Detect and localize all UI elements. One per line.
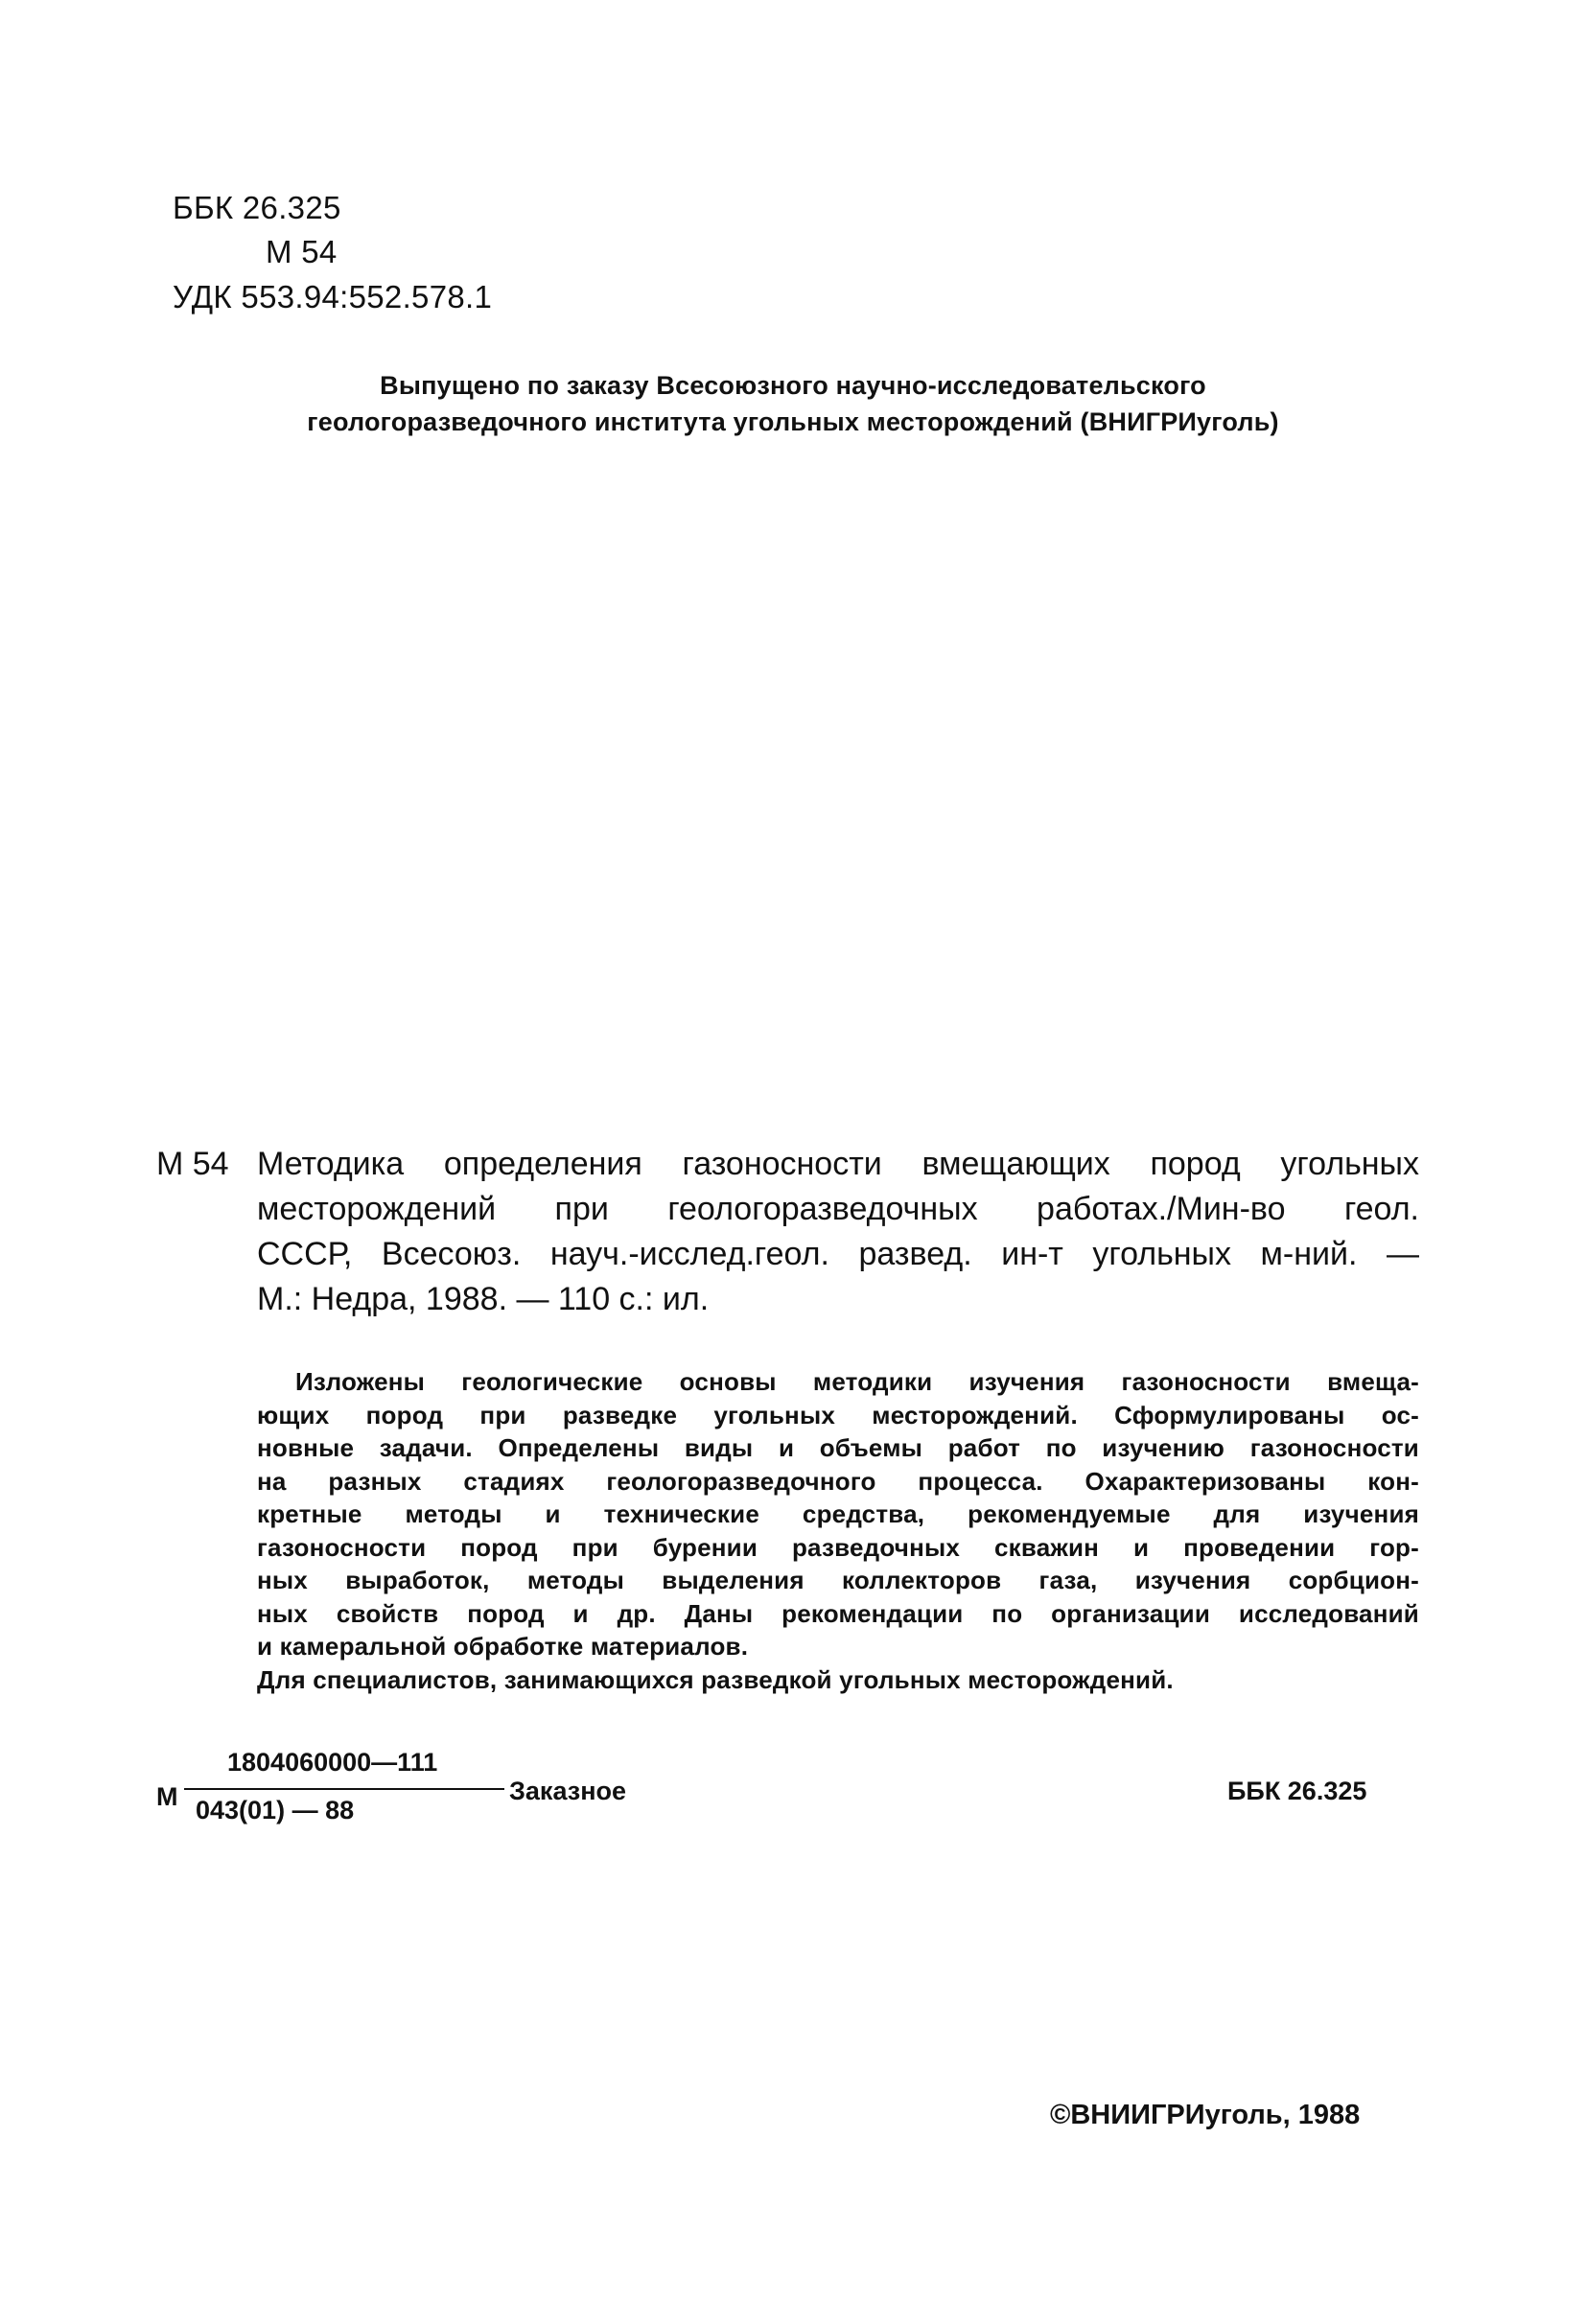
abstract-line: на разных стадиях геологоразведочного процесса. Охарактеризованы кон- xyxy=(257,1466,1419,1496)
udk-code: УДК 553.94:552.578.1 xyxy=(173,279,493,314)
bibliographic-line: М.: Недра, 1988. — 110 с.: ил. xyxy=(257,1281,710,1317)
bibliographic-description xyxy=(257,1142,1419,1322)
abstract-line: ных свойств пород и др. Даны рекомендации по организации исследований xyxy=(257,1598,1419,1628)
abstract-line: и камеральной обработке материалов. xyxy=(257,1632,749,1661)
bbk-code: ББК 26.325 xyxy=(173,190,341,225)
abstract-line: ных выработок, методы выделения коллекторов газа, изучения сорбцион- xyxy=(257,1566,1419,1594)
index-fraction-line xyxy=(184,1788,504,1790)
abstract-line: газоносности пород при бурении разведочных скважин и проведении гор- xyxy=(257,1532,1419,1562)
author-sign: М 54 xyxy=(266,234,338,269)
order-type: Заказное xyxy=(509,1777,627,1805)
abstract-line: ющих пород при разведке угольных месторождений. Сформулированы ос- xyxy=(257,1400,1419,1429)
publisher-note-line: Выпущено по заказу Всесоюзного научно-исследовательского xyxy=(380,371,1206,400)
bibliographic-line: месторождений при геологоразведочных работах./Мин-во геол. xyxy=(257,1191,1419,1227)
publisher-note xyxy=(0,367,1586,440)
abstract xyxy=(257,1365,1419,1696)
publisher-note-line: геологоразведочного института угольных месторождений (ВНИГРИуголь) xyxy=(307,407,1279,436)
index-denominator: 043(01) — 88 xyxy=(196,1796,355,1824)
audience-note: Для специалистов, занимающихся разведкой угольных месторождений. xyxy=(257,1664,1174,1694)
bibliographic-code: М 54 xyxy=(156,1146,229,1182)
index-numerator: 1804060000—111 xyxy=(227,1748,438,1777)
bbk-code-bottom: ББК 26.325 xyxy=(1227,1777,1367,1805)
abstract-line: Изложены геологические основы методики изучения газоносности вмеща- xyxy=(295,1367,1419,1396)
bibliographic-line: Методика определения газоносности вмещающих пород угольных xyxy=(257,1146,1419,1182)
copyright: ©ВНИИГРИуголь, 1988 xyxy=(1050,2100,1361,2130)
abstract-line: новные задачи. Определены виды и объемы работ по изучению газоносности xyxy=(257,1433,1419,1462)
bibliographic-line: СССР, Всесоюз. науч.-исслед.геол. развед. ин-т угольных м-ний. — xyxy=(257,1236,1419,1272)
index-letter: М xyxy=(156,1782,178,1811)
abstract-line: кретные методы и технические средства, рекомендуемые для изучения xyxy=(257,1499,1419,1528)
